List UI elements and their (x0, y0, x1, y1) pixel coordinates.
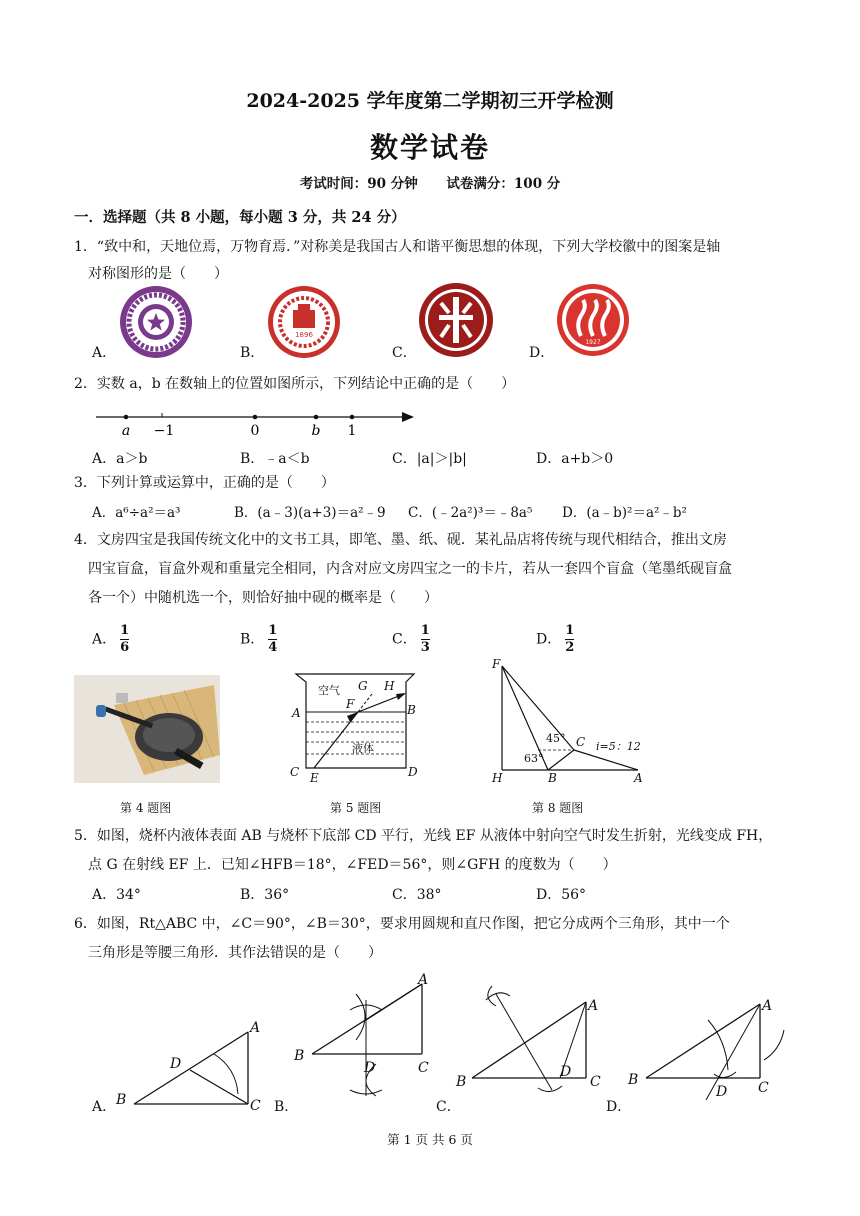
question-2-text: 2．实数 a，b 在数轴上的位置如图所示，下列结论中正确的是（ ） (74, 376, 516, 392)
q3-option-b[interactable]: B．(a﹣3)(a+3)＝a²﹣9 (234, 505, 386, 521)
q6-figure-b (290, 970, 450, 1102)
q6c-label-b: B (456, 1074, 467, 1090)
q6-option-a[interactable]: A． (92, 1099, 117, 1115)
fig8-angle-63: 63° (524, 752, 544, 765)
q6c-label-c: C (590, 1074, 601, 1090)
q2-option-c[interactable]: C．|a|＞|b| (392, 451, 467, 467)
fraction (268, 624, 277, 655)
q4-option-b-letter: B． (240, 631, 265, 648)
exam-time: 考试时间：90 分钟 (299, 176, 418, 192)
fig5-air-label: 空气 (318, 684, 340, 697)
denominator: 2 (565, 640, 575, 655)
fraction (421, 624, 430, 655)
question-1 (74, 234, 794, 288)
q1-option-c[interactable]: C． (392, 345, 417, 361)
question-4-line2: 四宝盲盒，盲盒外观和重量完全相同，内含对应文房四宝之一的卡片，若从一套四个盲盒（笔墨纸砚盲盒 (88, 561, 732, 577)
fig8-slope-ratio: i=5：12 (596, 740, 641, 753)
figure-5-caption: 第 5 题图 (330, 801, 382, 815)
question-4-line3: 各一个）中随机选一个，则恰好抽中砚的概率是（ ） (88, 590, 438, 606)
q3-option-d[interactable]: D．(a﹣b)²＝a²﹣b² (562, 505, 687, 521)
question-3-options (92, 501, 802, 523)
q4-option-d[interactable] (536, 624, 574, 655)
q6-figure-a (112, 1010, 272, 1114)
q6a-label-c: C (250, 1098, 261, 1114)
q5-option-a[interactable]: A．34° (92, 887, 141, 903)
question-5 (74, 822, 794, 880)
q5-option-c[interactable]: C．38° (392, 887, 442, 903)
axis-label-a: a (121, 423, 131, 439)
question-5-line2: 点 G 在射线 EF 上．已知∠HFB＝18°，∠FED＝56°，则∠GFH 的度数为（ ） (88, 857, 617, 873)
fig8-label-b: B (548, 771, 557, 785)
q6d-label-b: B (628, 1072, 639, 1088)
q6c-label-a: A (588, 998, 599, 1014)
fig5-label-h: H (384, 679, 395, 693)
fig8-label-a: A (634, 771, 643, 785)
fig5-label-f: F (346, 697, 355, 711)
question-1-options (92, 342, 792, 364)
denominator: 6 (120, 640, 130, 655)
q1-option-b[interactable]: B． (240, 345, 265, 361)
q4-option-d-letter: D． (536, 631, 562, 648)
fig8-angle-45: 45° (546, 732, 566, 745)
q3-option-c[interactable]: C．(﹣2a²)³＝﹣8a⁵ (408, 505, 533, 521)
fig5-label-c: C (290, 765, 300, 779)
q2-option-d[interactable]: D．a+b＞0 (536, 451, 614, 467)
q5-option-d[interactable]: D．56° (536, 887, 587, 903)
q4-option-b[interactable] (240, 624, 277, 655)
q2-option-b[interactable]: B．﹣a＜b (240, 451, 310, 467)
q4-option-c[interactable] (392, 624, 430, 655)
q6a-label-b: B (116, 1092, 127, 1108)
question-5-options (92, 884, 792, 906)
fig8-label-h: H (492, 771, 503, 785)
question-3-text: 3．下列计算或运算中，正确的是（ ） (74, 475, 335, 491)
page-number: 第 1 页 共 6 页 (387, 1132, 473, 1147)
question-4-options (92, 616, 792, 655)
badge-b-year: 1896 (295, 331, 313, 339)
q4-option-a[interactable] (92, 624, 129, 655)
q6b-label-b: B (294, 1048, 305, 1064)
numerator: 1 (420, 623, 430, 638)
fraction (120, 624, 129, 655)
q6-figure-c (452, 980, 614, 1096)
axis-label-b: b (311, 423, 321, 439)
q6-option-b[interactable]: B． (274, 1099, 299, 1115)
q6-option-d[interactable]: D． (606, 1099, 632, 1115)
q1-option-d[interactable]: D． (529, 345, 555, 361)
exam-header-title: 2024-2025 学年度第二学期初三开学检测 (246, 90, 614, 112)
axis-label-1: 1 (347, 423, 357, 439)
q6-figure-d (624, 990, 788, 1102)
fig5-liquid-label: 液体 (352, 742, 374, 755)
q6-option-c[interactable]: C． (436, 1099, 461, 1115)
axis-label-0: 0 (250, 423, 260, 439)
question-1-line2: 对称图形的是（ ） (88, 266, 228, 282)
q6d-label-c: C (758, 1080, 769, 1096)
fig8-label-c: C (576, 735, 586, 749)
q6b-label-c: C (418, 1060, 429, 1076)
q6d-label-a: A (762, 998, 773, 1014)
exam-subject-title: 数学试卷 (369, 131, 490, 164)
fig5-label-e: E (310, 771, 319, 784)
question-5-line1: 5．如图，烧杯内液体表面 AB 与烧杯下底部 CD 平行，光线 EF 从液体中射向空气时发生折射，光线变成 FH， (74, 828, 773, 844)
q1-option-a[interactable]: A． (92, 345, 117, 361)
fig5-label-d: D (408, 765, 418, 779)
figure-5-beaker (288, 664, 434, 784)
section-title: 一．选择题（共 8 小题，每小题 3 分，共 24 分） (74, 209, 406, 226)
q2-option-a[interactable]: A．a＞b (92, 451, 148, 467)
q4-option-c-letter: C． (392, 631, 417, 648)
q5-option-b[interactable]: B．36° (240, 887, 290, 903)
number-line (92, 404, 422, 440)
fig5-label-b: B (407, 703, 416, 717)
axis-label-neg1: −1 (153, 423, 175, 439)
figure-8-caption: 第 8 题图 (532, 801, 584, 815)
question-6-line1: 6．如图，Rt△ABC 中，∠C＝90°，∠B＝30°，要求用圆规和直尺作图，把它分成两个三角形，其中一个 (74, 916, 730, 932)
fig8-label-f: F (492, 657, 501, 671)
numerator: 1 (565, 623, 575, 638)
q4-option-a-letter: A． (92, 631, 117, 648)
numerator: 1 (268, 623, 278, 638)
figure-8-triangle (486, 656, 652, 786)
q6a-label-a: A (250, 1020, 261, 1036)
denominator: 4 (268, 640, 278, 655)
q6d-label-d: D (716, 1084, 728, 1100)
badge-d-year: 1927 (585, 339, 601, 346)
exam-score: 试卷满分：100 分 (446, 176, 561, 192)
fraction (565, 624, 574, 655)
numerator: 1 (120, 623, 130, 638)
q6c-label-d: D (560, 1064, 572, 1080)
question-1-line1: 1．“致中和，天地位焉，万物育焉．”对称美是我国古人和谐平衡思想的体现，下列大学校徽中的图案是轴 (74, 239, 721, 255)
exam-info (0, 172, 860, 192)
figure-4-caption: 第 4 题图 (120, 801, 172, 815)
question-4 (74, 526, 794, 613)
figure-4-photo (74, 675, 220, 783)
fig5-label-g: G (358, 679, 368, 693)
q6b-label-a: A (418, 972, 429, 988)
q6b-label-d: D (364, 1060, 376, 1076)
fig5-label-a: A (292, 706, 301, 720)
question-6-line2: 三角形是等腰三角形．其作法错误的是（ ） (88, 945, 382, 961)
denominator: 3 (420, 640, 430, 655)
q6a-label-d: D (170, 1056, 182, 1072)
question-6 (74, 910, 794, 968)
question-4-line1: 4．文房四宝是我国传统文化中的文书工具，即笔、墨、纸、砚．某礼品店将传统与现代相结合，推出文房 (74, 532, 727, 548)
q3-option-a[interactable]: A．a⁶÷a²＝a³ (92, 505, 181, 521)
question-2-options (92, 448, 792, 470)
